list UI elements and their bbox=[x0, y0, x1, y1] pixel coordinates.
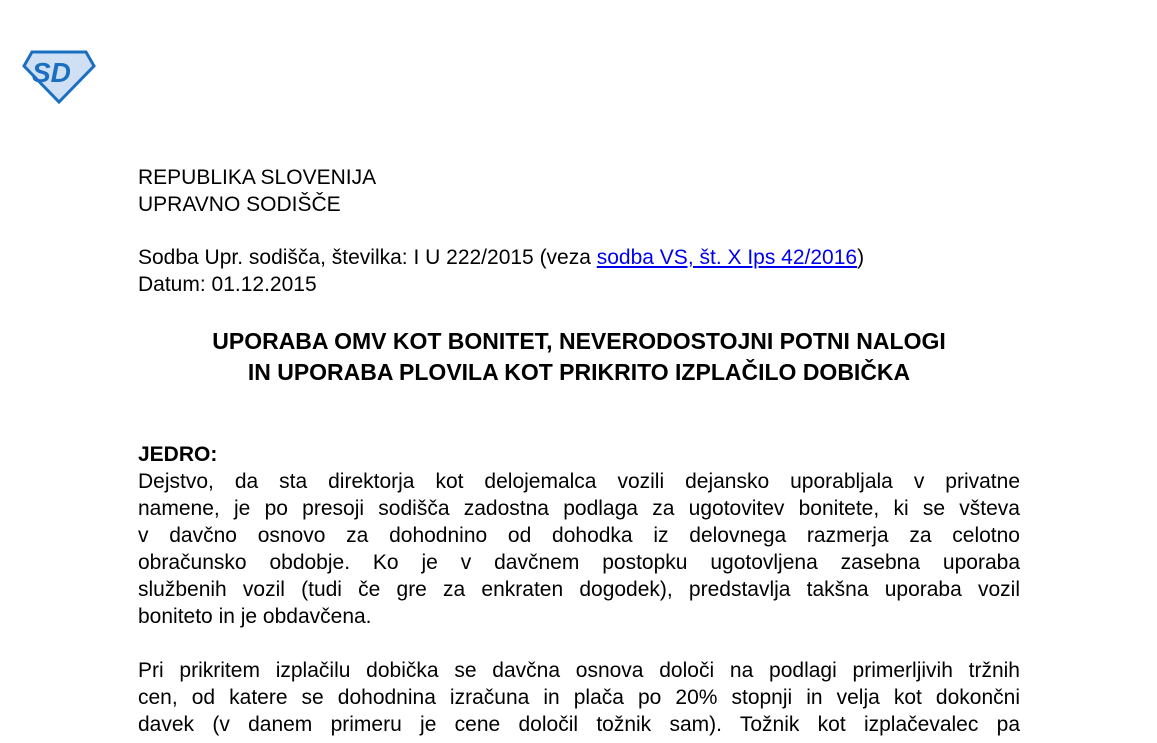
text-line: Dejstvo, da sta direktorja kot delojemalca vozili dejansko uporabljala v privatne bbox=[138, 470, 1020, 493]
jedro-section bbox=[138, 441, 1020, 738]
text-line: Pri prikritem izplačilu dobička se davčna osnova določi na podlagi primerljivih tržnih bbox=[138, 659, 1020, 682]
title-line: IN UPORABA PLOVILA KOT PRIKRITO IZPLAČILO DOBIČKA bbox=[247, 359, 911, 385]
title-line: UPORABA OMV KOT BONITET, NEVERODOSTOJNI POTNI NALOGI bbox=[212, 328, 946, 354]
reference-suffix: ) bbox=[857, 246, 865, 269]
text-line: cen, od katere se dohodnina izračuna in plača po 20% stopnji in velja kot dokončni bbox=[138, 686, 1020, 709]
jedro-heading: JEDRO: bbox=[138, 443, 218, 466]
svg-text:SD: SD bbox=[32, 57, 71, 88]
text-line: v davčno osnovo za dohodnino od dohodka iz delovnega razmerja za celotno bbox=[138, 524, 1020, 547]
text-line: namene, je po presoji sodišča zadostna podlaga za ugotovitev bonitete, ki se všteva bbox=[138, 497, 1020, 520]
jedro-paragraph-2 bbox=[138, 657, 1020, 738]
reference-prefix: Sodba Upr. sodišča, številka: I U 222/2015 (veza bbox=[138, 246, 597, 269]
judgment-date: Datum: 01.12.2015 bbox=[138, 273, 317, 296]
court-logo-icon bbox=[22, 48, 96, 104]
jedro-paragraph-1 bbox=[138, 468, 1020, 630]
case-reference bbox=[138, 244, 1020, 298]
document-title bbox=[138, 326, 1020, 388]
text-line: službenih vozil (tudi če gre za enkraten dogodek), predstavlja takšna uporaba vozil bbox=[138, 578, 1020, 601]
text-line: davek (v danem primeru je cene določil tožnik sam). Tožnik kot izplačevalec pa bbox=[138, 713, 1020, 736]
text-line: obračunsko obdobje. Ko je v davčnem postopku ugotovljena zasebna uporaba bbox=[138, 551, 1020, 574]
related-judgment-link[interactable]: sodba VS, št. X Ips 42/2016 bbox=[596, 246, 858, 269]
header-country: REPUBLIKA SLOVENIJA bbox=[138, 166, 377, 189]
court-header bbox=[138, 164, 1020, 218]
header-court: UPRAVNO SODIŠČE bbox=[138, 193, 341, 216]
text-line: boniteto in je obdavčena. bbox=[138, 605, 372, 628]
